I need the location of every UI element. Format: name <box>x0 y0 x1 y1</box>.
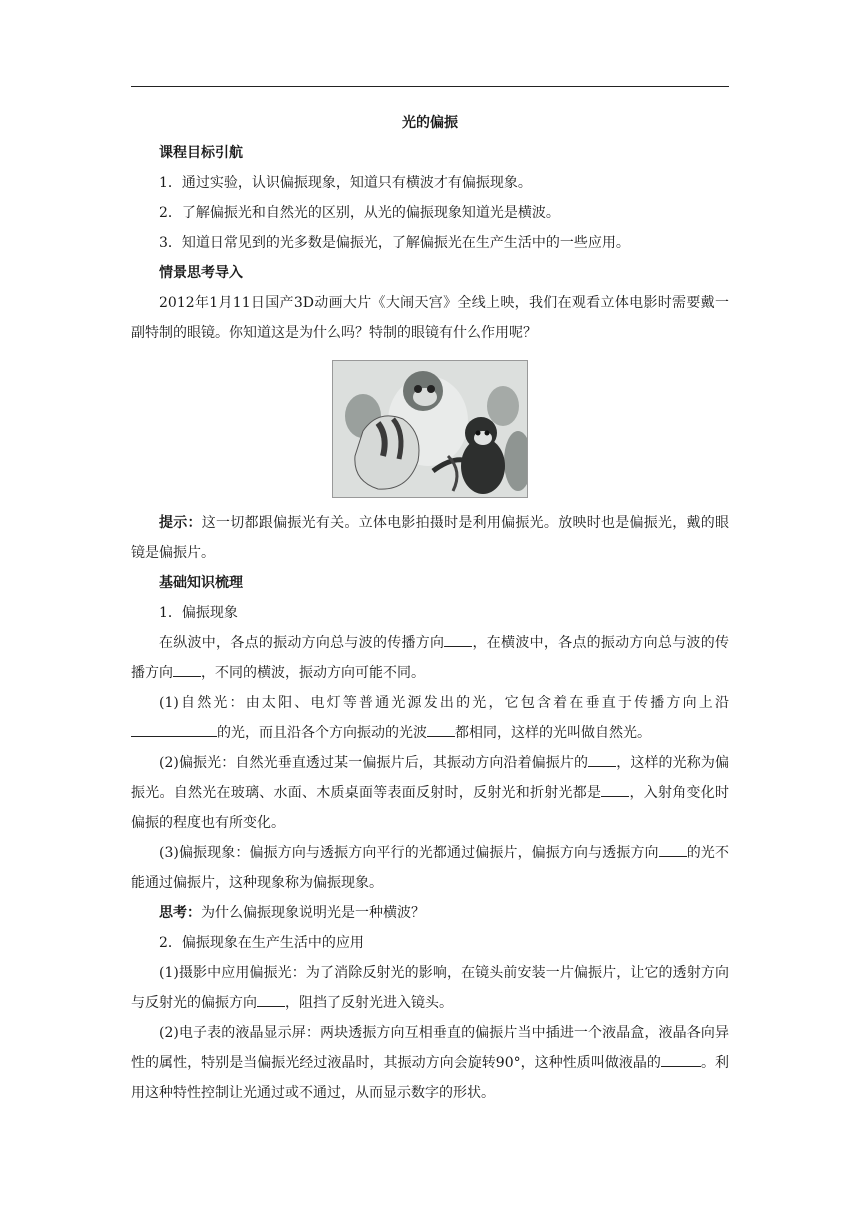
photography-paragraph: (1)摄影中应用偏振光：为了消除反射光的影响，在镜头前安装一片偏振片，让它的透射方向与反射光的偏振方向 ，阻挡了反射光进入镜头。 <box>131 965 729 1011</box>
polarized-light-paragraph: (2)偏振光：自然光垂直透过某一偏振片后，其振动方向沿着偏振片的 ，这样的光称为偏振光。自然光在玻璃、水面、木质桌面等表面反射时，反射光和折射光都是 ，入射角变化时偏振的程度也有所变化。 <box>131 748 729 838</box>
scenario-text: 2012年1月11日国产3D动画大片《大闹天宫》全线上映，我们在观看立体电影时需要戴一副特制的眼镜。你知道这是为什么吗？特制的眼镜有什么作用呢？ <box>131 295 729 341</box>
lcd-paragraph: (2)电子表的液晶显示屏：两块透振方向互相垂直的偏振片当中插进一个液晶盒，液晶各向异性的属性，特别是当偏振光经过液晶时，其振动方向会旋转90°，这种性质叫做液晶的 。利用这种特性控制让光通过或不通过，从而显示数字的形状。 <box>131 1025 730 1101</box>
objectives-heading: 课程目标引航 <box>159 145 243 161</box>
fill-blank[interactable] <box>131 721 217 737</box>
polarization-phenomenon-paragraph: (3)偏振现象：偏振方向与透振方向平行的光都通过偏振片，偏振方向与透振方向 的光不能通过偏振片，这种现象称为偏振现象。 <box>131 838 729 898</box>
fill-blank[interactable] <box>444 631 472 647</box>
think-text: 为什么偏振现象说明光是一种横波？ <box>201 905 425 921</box>
fill-blank[interactable] <box>661 1051 701 1067</box>
think-label: 思考： <box>159 905 201 921</box>
header-rule <box>131 86 729 87</box>
fill-blank[interactable] <box>601 781 629 797</box>
section-1-title: 1．偏振现象 <box>159 605 238 621</box>
objective-item: 1．通过实验，认识偏振现象，知道只有横波才有偏振现象。 <box>159 175 532 191</box>
fill-blank[interactable] <box>427 721 455 737</box>
think-paragraph <box>131 898 729 928</box>
document-body <box>131 104 729 1108</box>
fill-blank[interactable] <box>173 661 201 677</box>
hint-text: 这一切都跟偏振光有关。立体电影拍摄时是利用偏振光。放映时也是偏振光，戴的眼镜是偏振片。 <box>131 515 730 561</box>
objective-item: 3．知道日常见到的光多数是偏振光，了解偏振光在生产生活中的一些应用。 <box>159 235 630 251</box>
fill-blank[interactable] <box>588 751 616 767</box>
fill-blank[interactable] <box>659 841 687 857</box>
knowledge-heading: 基础知识梳理 <box>159 575 243 591</box>
cartoon-illustration <box>131 360 729 498</box>
polarization-intro: 在纵波中，各点的振动方向总与波的传播方向 ，在横波中，各点的振动方向总与波的传播方向 ，不同的横波，振动方向可能不同。 <box>131 628 729 688</box>
section-2-title: 2．偏振现象在生产生活中的应用 <box>159 935 364 951</box>
natural-light-paragraph: (1)自然光：由太阳、电灯等普通光源发出的光，它包含着在垂直于传播方向上沿的光，而且沿各个方向振动的光波 都相同，这样的光叫做自然光。 <box>131 688 729 748</box>
fill-blank[interactable] <box>257 991 285 1007</box>
hint-label: 提示： <box>159 515 202 531</box>
hint-paragraph <box>131 508 729 568</box>
scenario-heading: 情景思考导入 <box>159 265 243 281</box>
objective-item: 2．了解偏振光和自然光的区别，从光的偏振现象知道光是横波。 <box>159 205 560 221</box>
page-title: 光的偏振 <box>402 115 458 131</box>
